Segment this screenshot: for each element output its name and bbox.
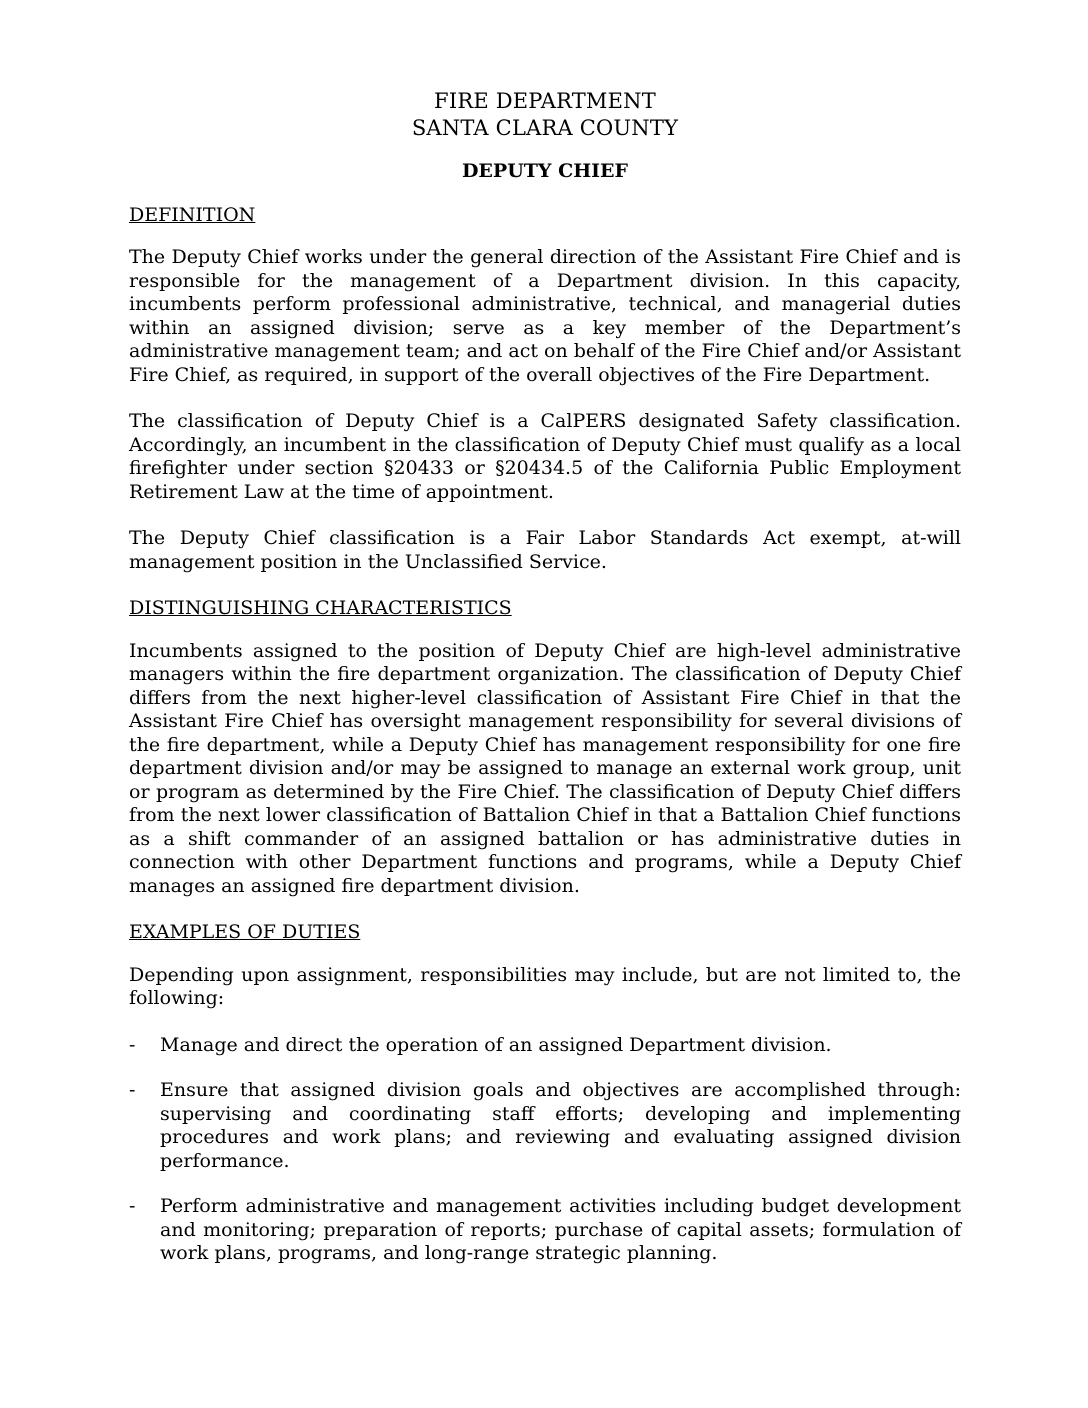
list-item: [129, 1034, 961, 1058]
duties-heading: EXAMPLES OF DUTIES: [129, 921, 361, 943]
distinguishing-paragraph: Incumbents assigned to the position of Deputy Chief are high-level administrative managers within the fire department organization. The classification of Deputy Chief differs from the next higher-level classification of Assistant Fire Chief in that the Assistant Fire Chief has oversight management responsibility for several divisions of the fire department, while a Deputy Chief has management responsibility for one fire department division and/or may be assigned to manage an external work group, unit or program as determined by the Fire Chief. The classification of Deputy Chief differs from the next lower classification of Battalion Chief in that a Battalion Chief functions as a shift commander of an assigned battalion or has administrative duties in connection with other Department functions and programs, while a Deputy Chief manages an assigned fire department division.: [129, 639, 961, 897]
document-page: [129, 88, 961, 1288]
department-name: FIRE DEPARTMENT: [434, 89, 656, 113]
duty-text: Manage and direct the operation of an assigned Department division.: [160, 1033, 832, 1056]
definition-heading: DEFINITION: [129, 203, 256, 226]
dash-marker: -: [129, 1079, 136, 1101]
list-item: [129, 1079, 961, 1173]
distinguishing-heading: DISTINGUISHING CHARACTERISTICS: [129, 597, 512, 619]
duty-text: Perform administrative and management activities including budget development and monitoring; preparation of reports; purchase of capital assets; formulation of work plans, programs, and long-range strategic planning.: [160, 1195, 961, 1264]
job-title: DEPUTY CHIEF: [461, 160, 629, 182]
duty-text: Ensure that assigned division goals and objectives are accomplished through: supervising and coordinating staff efforts; developing and implementing procedures and work plans; and reviewing and evaluating assigned division performance.: [160, 1079, 961, 1172]
dash-marker: -: [129, 1033, 136, 1056]
definition-paragraph: The Deputy Chief works under the general direction of the Assistant Fire Chief and is responsible for the management of a Department division. In this capacity, incumbents perform professional administrative, technical, and managerial duties within an assigned division; serve as a key member of the Department’s administrative management team; and act on behalf of the Fire Chief and/or Assistant Fire Chief, as required, in support of the overall objectives of the Fire Department.: [129, 246, 961, 386]
county-name: SANTA CLARA COUNTY: [411, 116, 679, 140]
definition-paragraph: The Deputy Chief classification is a Fair Labor Standards Act exempt, at-will management position in the Unclassified Service.: [129, 527, 961, 573]
duties-list: [129, 1034, 961, 1266]
dash-marker: -: [129, 1195, 136, 1217]
list-item: [129, 1195, 961, 1266]
definition-paragraph: The classification of Deputy Chief is a CalPERS designated Safety classification. Accordingly, an incumbent in the classification of Deputy Chief must qualify as a local firefighter under section §20433 or §20434.5 of the California Public Employment Retirement Law at the time of appointment.: [129, 410, 961, 503]
duties-intro: Depending upon assignment, responsibilities may include, but are not limited to, the following:: [129, 963, 961, 1009]
